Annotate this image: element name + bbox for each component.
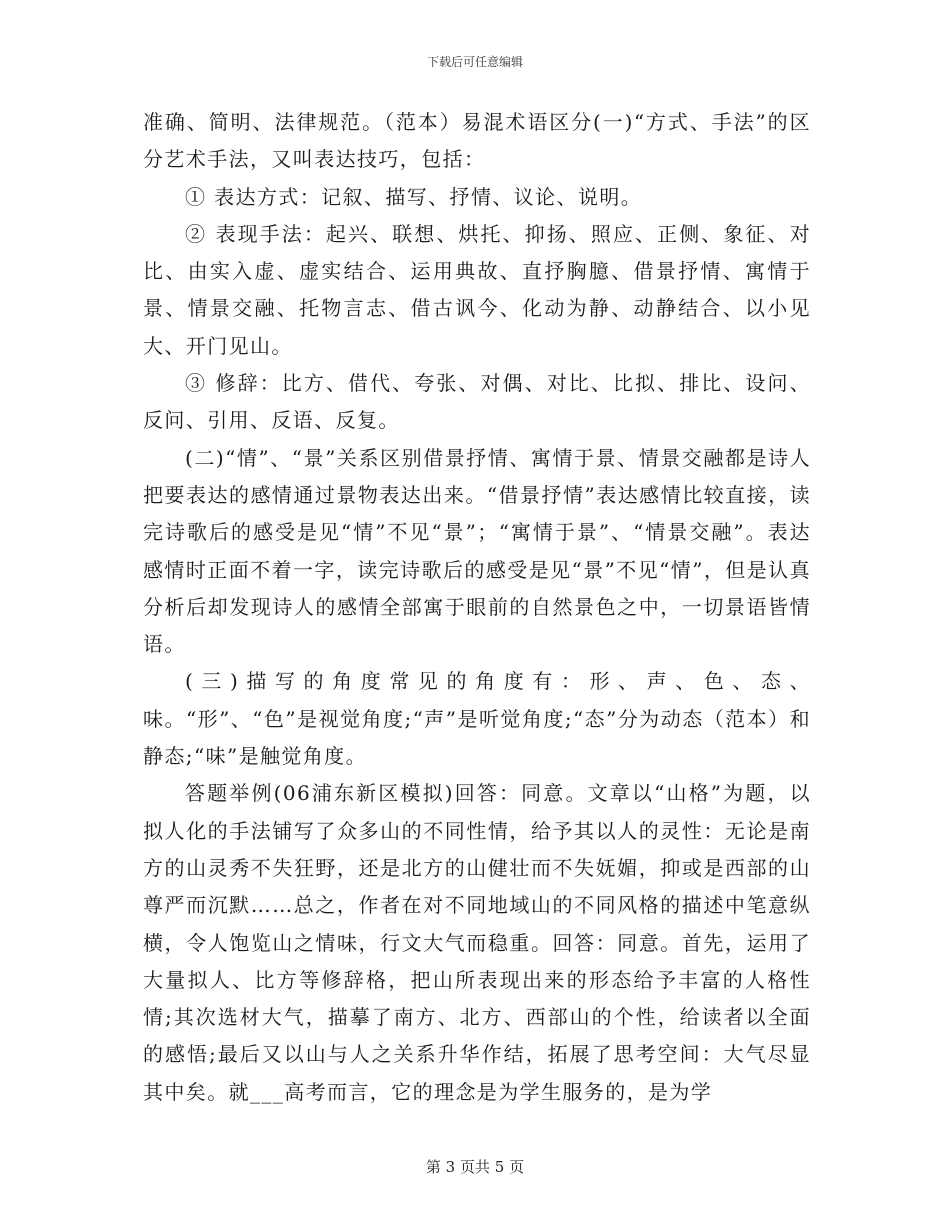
paragraph-description-angles: (三)描写的角度常见的角度有：形、声、色、态、味。“形”、“色”是视觉角度;“声”是听觉角度;“态”分为动态（范本）和静态;“味”是触觉角度。 bbox=[143, 669, 811, 769]
paragraph-intro: 准确、简明、法律规范。（范本）易混术语区分(一)“方式、手法”的区分艺术手法，又叫表达技巧，包括： bbox=[143, 110, 811, 172]
document-body bbox=[143, 104, 811, 1111]
paragraph-answer-example: 答题举例(06浦东新区模拟)回答：同意。文章以“山格”为题，以拟人化的手法铺写了众多山的不同性情，给予其以人的灵性：无论是南方的山灵秀不失狂野，还是北方的山健壮而不失妩媚，抑或是西部的山尊严而沉默……总之，作者在对不同地域山的不同风格的描述中笔意纵横，令人饱览山之情味，行文大气而稳重。回答：同意。首先，运用了大量拟人、比方等修辞格，把山所表现出来的形态给予丰富的人格性情;其次选材大气，描摹了南方、北方、西部山的个性，给读者以全面的感悟;最后又以山与人之关系升华作结，拓展了思考空间：大气尽显其中矣。就___高考而言，它的理念是为学生服务的，是为学 bbox=[143, 781, 811, 1104]
paragraph-rhetoric: ③ 修辞：比方、借代、夸张、对偶、对比、比拟、排比、设问、反问、引用、反语、反复。 bbox=[143, 371, 811, 433]
page-header: 下载后可任意编辑 bbox=[426, 55, 523, 69]
paragraph-expression-methods: ① 表达方式：记叙、描写、抒情、议论、说明。 bbox=[185, 184, 643, 209]
paragraph-emotion-scene: (二)“情”、“景”关系区别借景抒情、寓情于景、情景交融都是诗人把要表达的感情通过景物表达出来。“借景抒情”表达感情比较直接，读完诗歌后的感受是见“情”不见“景”；“寓情于景”、“情景交融”。表达感情时正面不着一字，读完诗歌后的感受是见“景”不见“情”，但是认真分析后却发现诗人的感情全部寓于眼前的自然景色之中，一切景语皆情语。 bbox=[143, 445, 811, 657]
paragraph-presentation-techniques: ② 表现手法：起兴、联想、烘托、抑扬、照应、正侧、象征、对比、由实入虚、虚实结合、运用典故、直抒胸臆、借景抒情、寓情于景、情景交融、托物言志、借古讽今、化动为静、动静结合、以小见大、开门见山。 bbox=[143, 221, 811, 358]
page-number: 第 3 页共 5 页 bbox=[425, 1158, 525, 1176]
